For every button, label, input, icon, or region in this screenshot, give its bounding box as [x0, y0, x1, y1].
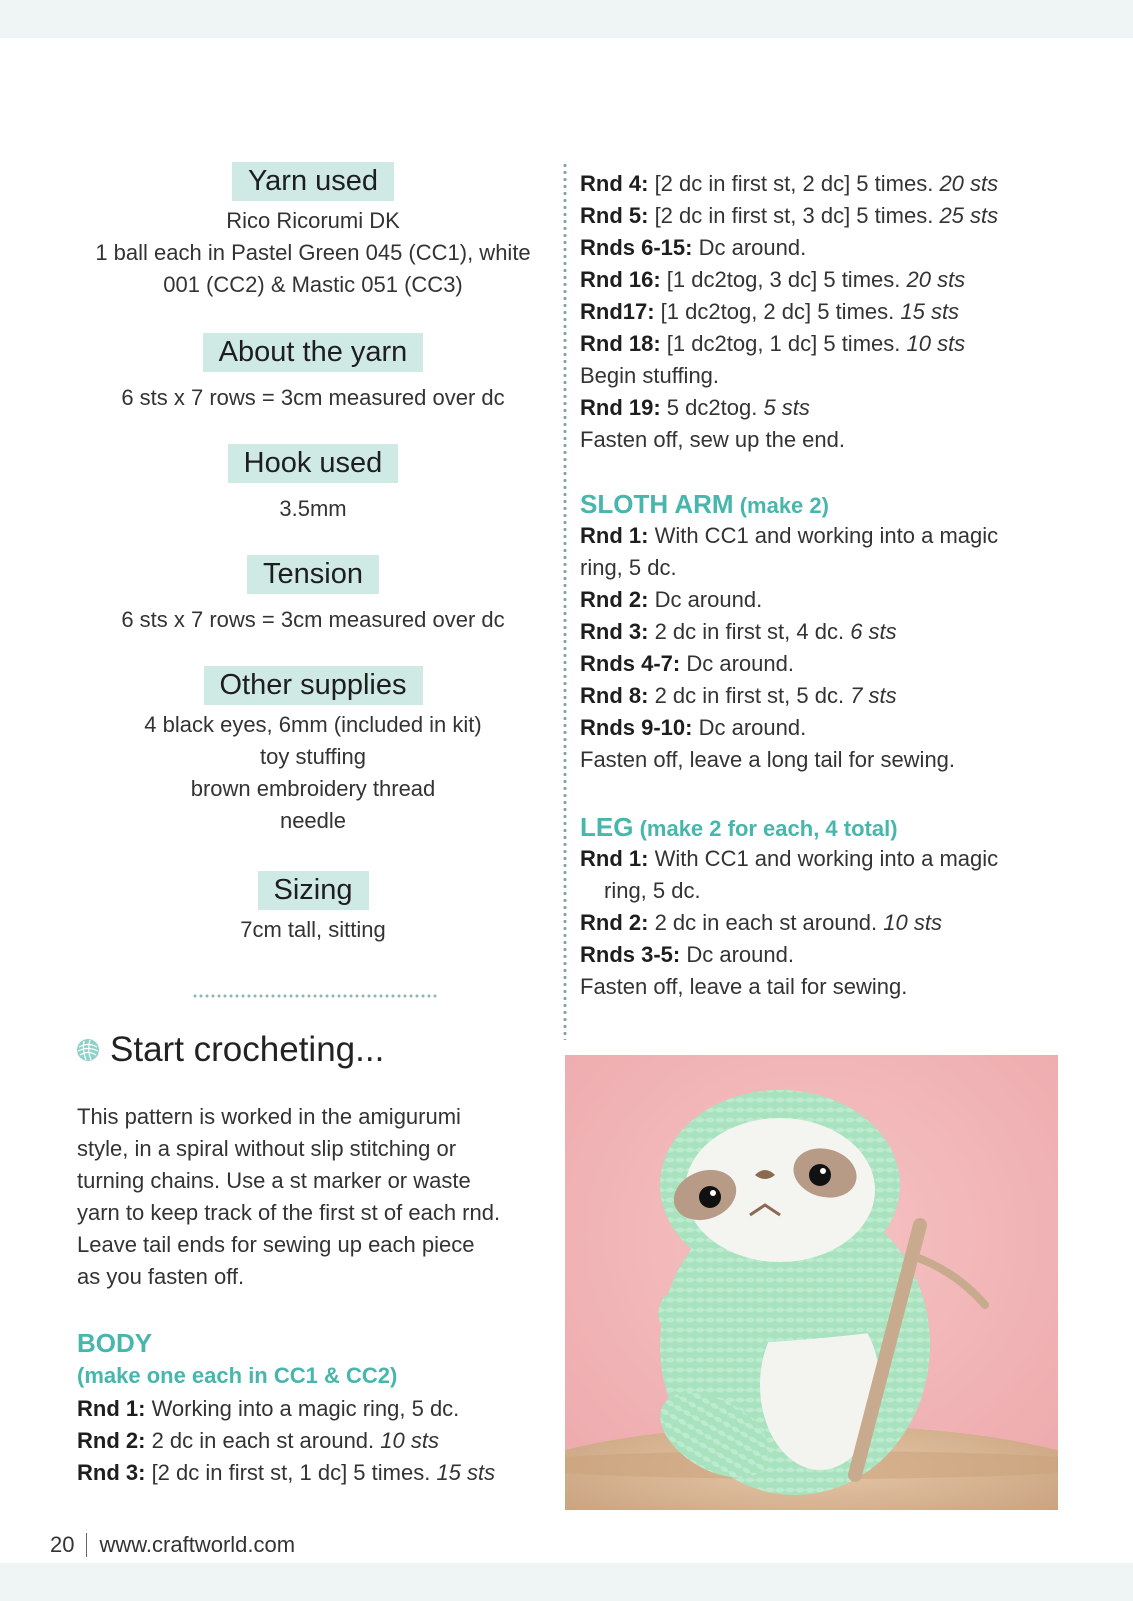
page-footer [50, 1532, 295, 1558]
footer-url[interactable]: www.craftworld.com [99, 1532, 296, 1557]
round-text: [2 dc in first st, 2 dc] 5 times. [648, 171, 940, 196]
round-label: Rnd 1: [580, 523, 649, 548]
round-text: 2 dc in each st around. [145, 1428, 381, 1453]
info-column [78, 162, 548, 946]
round-text: Dc around. [692, 235, 807, 260]
round-text: Fasten off, leave a tail for sewing. [580, 974, 908, 999]
round-text: 2 dc in first st, 5 dc. [648, 683, 851, 708]
info-line: 3.5mm [279, 496, 347, 521]
info-line: 001 (CC2) & Mastic 051 (CC3) [163, 272, 463, 297]
round-label: Rnd 4: [580, 171, 649, 196]
stitch-count: 10 sts [883, 910, 942, 935]
body-rounds [77, 1393, 547, 1489]
round-text: 5 dc2tog. [660, 395, 764, 420]
sizing-heading: Sizing [258, 871, 369, 910]
round-text: Dc around. [692, 715, 807, 740]
leg-heading [580, 811, 1050, 843]
stitch-count: 25 sts [939, 203, 999, 228]
round-line [580, 264, 1050, 296]
yarn-ball-icon [76, 1038, 100, 1062]
round-line [580, 875, 1050, 907]
sloth-arm-title: SLOTH ARM [580, 489, 734, 519]
intro-line: as you fasten off. [77, 1264, 245, 1289]
round-line [77, 1425, 547, 1457]
start-title: Start crocheting... [110, 1030, 385, 1069]
round-label: Rnd 1: [77, 1396, 146, 1421]
round-label: Rnds 4-7: [580, 651, 681, 676]
round-label: Rnds 6-15: [580, 235, 693, 260]
round-text: Dc around. [648, 587, 763, 612]
round-line [580, 168, 1050, 200]
about-yarn-block [78, 333, 548, 414]
round-line [580, 328, 1050, 360]
arm-rounds [580, 520, 1050, 776]
round-label: Rnd 16: [580, 267, 661, 292]
stitch-count: 6 sts [850, 619, 897, 644]
body-title: BODY [77, 1328, 153, 1358]
about-yarn-heading: About the yarn [203, 333, 424, 372]
round-line [580, 971, 1050, 1003]
round-text: [2 dc in first st, 3 dc] 5 times. [648, 203, 940, 228]
round-label: Rnds 9-10: [580, 715, 693, 740]
round-text: 2 dc in first st, 4 dc. [648, 619, 851, 644]
info-line: 1 ball each in Pastel Green 045 (CC1), white [95, 240, 531, 265]
round-line [580, 232, 1050, 264]
sizing-text [78, 914, 548, 946]
body-subtitle: (make one each in CC1 & CC2) [77, 1363, 398, 1388]
round-line [580, 360, 1050, 392]
start-crocheting-heading [76, 1030, 384, 1070]
info-line: brown embroidery thread [190, 776, 436, 801]
round-text: Fasten off, leave a long tail for sewing. [580, 747, 956, 772]
round-line [580, 680, 1050, 712]
round-label: Rnd17: [580, 299, 655, 324]
sloth-arm-heading [580, 488, 1050, 520]
other-supplies-block [78, 666, 548, 837]
round-label: Rnd 19: [580, 395, 661, 420]
intro-line: style, in a spiral without slip stitching or [77, 1136, 457, 1161]
dotted-column-divider [563, 162, 567, 1040]
info-line: 6 sts x 7 rows = 3cm measured over dc [121, 607, 505, 632]
tension-block [78, 555, 548, 636]
hook-used-text [78, 493, 548, 525]
round-line [580, 424, 1050, 456]
round-line [580, 296, 1050, 328]
leg-section [580, 811, 1050, 1003]
body-rounds-continued [580, 168, 1050, 456]
stitch-count: 20 sts [939, 171, 999, 196]
round-label: Rnd 1: [580, 846, 649, 871]
tension-heading: Tension [247, 555, 379, 594]
round-text: Fasten off, sew up the end. [580, 427, 845, 452]
bottom-band [0, 1563, 1133, 1601]
round-label: Rnd 8: [580, 683, 649, 708]
round-line [580, 552, 1050, 584]
stitch-count: 5 sts [763, 395, 810, 420]
round-label: Rnd 18: [580, 331, 661, 356]
footer-separator [86, 1533, 87, 1557]
intro-line: This pattern is worked in the amigurumi [77, 1104, 461, 1129]
round-text: Working into a magic ring, 5 dc. [145, 1396, 460, 1421]
round-line [580, 616, 1050, 648]
info-line: 6 sts x 7 rows = 3cm measured over dc [121, 385, 505, 410]
stitch-count: 15 sts [900, 299, 960, 324]
sizing-block [78, 871, 548, 946]
round-text: [1 dc2tog, 1 dc] 5 times. [660, 331, 907, 356]
round-label: Rnd 3: [580, 619, 649, 644]
sloth-arm-subtitle: (make 2) [733, 493, 829, 518]
dotted-divider [192, 994, 437, 998]
stitch-count: 10 sts [906, 331, 966, 356]
sloth-photo [565, 1055, 1058, 1510]
yarn-used-text [78, 205, 548, 301]
info-line: 4 black eyes, 6mm (included in kit) [144, 712, 482, 737]
round-line [580, 520, 1050, 552]
round-line [580, 392, 1050, 424]
page-number: 20 [50, 1532, 75, 1557]
round-line [580, 712, 1050, 744]
round-line [580, 907, 1050, 939]
round-line [580, 843, 1050, 875]
leg-rounds [580, 843, 1050, 1003]
stitch-count: 10 sts [380, 1428, 439, 1453]
round-text: [1 dc2tog, 2 dc] 5 times. [654, 299, 901, 324]
intro-line: Leave tail ends for sewing up each piece [77, 1232, 475, 1257]
round-text: [2 dc in first st, 1 dc] 5 times. [145, 1460, 437, 1485]
stitch-count: 15 sts [436, 1460, 496, 1485]
round-text: Dc around. [680, 942, 794, 967]
sloth-arm-section [580, 488, 1050, 776]
round-text: Dc around. [680, 651, 794, 676]
other-supplies-heading: Other supplies [204, 666, 423, 705]
body-section [77, 1327, 547, 1489]
round-text: ring, 5 dc. [604, 878, 701, 903]
about-yarn-text [78, 382, 548, 414]
hook-used-heading: Hook used [228, 444, 399, 483]
round-text: With CC1 and working into a magic [648, 523, 999, 548]
round-text: Begin stuffing. [580, 363, 720, 388]
leg-subtitle: (make 2 for each, 4 total) [633, 816, 898, 841]
tension-text [78, 604, 548, 636]
info-line: Rico Ricorumi DK [226, 208, 400, 233]
round-label: Rnd 2: [77, 1428, 146, 1453]
round-line [77, 1457, 547, 1489]
round-text: With CC1 and working into a magic [648, 846, 999, 871]
intro-line: turning chains. Use a st marker or waste [77, 1168, 471, 1193]
top-band [0, 0, 1133, 38]
info-line: toy stuffing [260, 744, 366, 769]
round-label: Rnd 2: [580, 587, 649, 612]
round-label: Rnds 3-5: [580, 942, 681, 967]
round-line [580, 584, 1050, 616]
stitch-count: 7 sts [850, 683, 897, 708]
round-text: [1 dc2tog, 3 dc] 5 times. [660, 267, 907, 292]
round-line [580, 744, 1050, 776]
round-label: Rnd 3: [77, 1460, 146, 1485]
round-text: ring, 5 dc. [580, 555, 677, 580]
round-line [580, 648, 1050, 680]
round-label: Rnd 5: [580, 203, 649, 228]
round-line [580, 200, 1050, 232]
round-text: 2 dc in each st around. [648, 910, 884, 935]
intro-paragraph [77, 1101, 547, 1293]
info-line: needle [279, 808, 347, 833]
stitch-count: 20 sts [906, 267, 966, 292]
yarn-used-block [78, 162, 548, 301]
info-line: 7cm tall, sitting [240, 917, 386, 942]
intro-line: yarn to keep track of the first st of each rnd. [77, 1200, 501, 1225]
other-supplies-text [78, 709, 548, 837]
round-label: Rnd 2: [580, 910, 649, 935]
yarn-used-heading: Yarn used [232, 162, 394, 201]
round-line [77, 1393, 547, 1425]
sloth-illustration [565, 1055, 1058, 1510]
hook-used-block [78, 444, 548, 525]
leg-title: LEG [580, 812, 634, 842]
round-line [580, 939, 1050, 971]
